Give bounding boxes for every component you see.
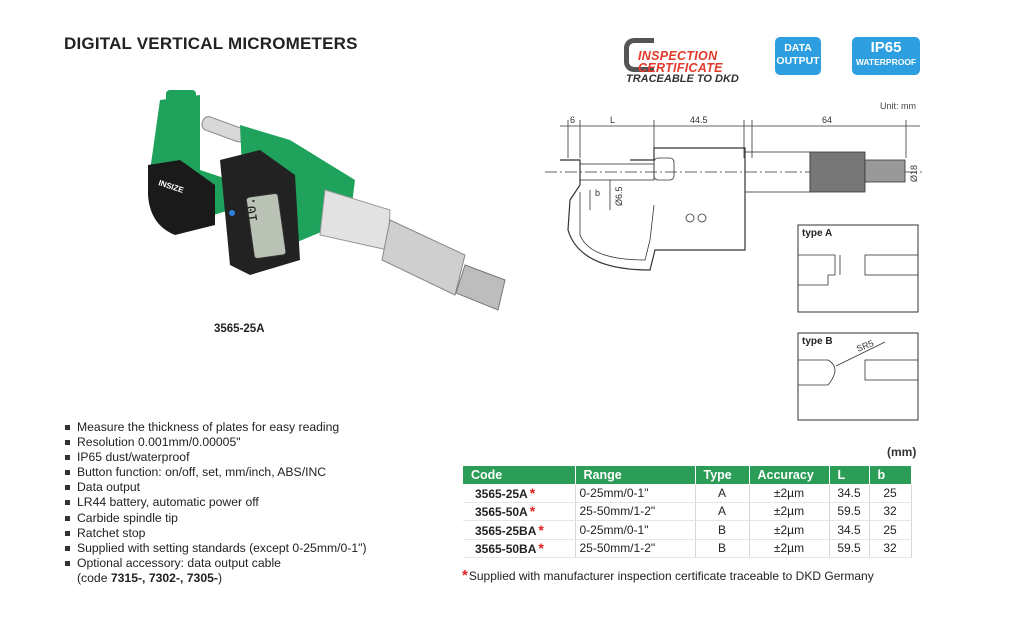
cell-b: 25 (869, 484, 911, 502)
data-output-badge (775, 37, 821, 75)
inspection-certificate-badge (624, 38, 744, 88)
col-header-b: b (869, 466, 911, 484)
product-model-caption: 3565-25A (214, 323, 265, 335)
cell-l: 59.5 (829, 502, 869, 521)
cert-line-1: INSPECTION (638, 49, 718, 63)
cell-b: 25 (869, 521, 911, 540)
dim-44-5: 44.5 (690, 115, 708, 125)
cell-accuracy: ±2µm (749, 539, 829, 558)
table-row (463, 521, 911, 540)
ip-line-1: IP65 (870, 39, 902, 56)
cell-range: 0-25mm/0-1" (575, 484, 695, 502)
table-row (463, 484, 911, 502)
table-row (463, 502, 911, 521)
cell-code: 3565-25BA * (463, 521, 575, 540)
technical-drawing (540, 110, 930, 425)
dim-64: 64 (822, 115, 833, 125)
cell-l: 34.5 (829, 484, 869, 502)
feature-item-continuation: (code 7315-, 7302-, 7305-) (77, 570, 222, 585)
ratchet-stop (456, 265, 505, 310)
star-icon: * (538, 540, 544, 557)
dim-dia-18: Ø18 (909, 164, 919, 182)
feature-item: Data output (64, 480, 367, 495)
micrometer-product-image (120, 85, 520, 325)
table-header-row (463, 466, 911, 484)
col-header-type: Type (695, 466, 749, 484)
data-output-line-1: DATA (784, 42, 812, 54)
dim-b: b (595, 188, 601, 198)
cell-type: A (695, 502, 749, 521)
spec-table (463, 466, 912, 558)
cell-type: B (695, 539, 749, 558)
cell-code: 3565-25A * (463, 484, 575, 502)
feature-item: Carbide spindle tip (64, 511, 367, 526)
cell-type: A (695, 484, 749, 502)
feature-item: Resolution 0.001mm/0.00005" (64, 435, 367, 450)
thimble (382, 220, 465, 295)
unit-label: Unit: mm (880, 101, 916, 111)
feature-item: LR44 battery, automatic power off (64, 495, 367, 510)
cell-l: 34.5 (829, 521, 869, 540)
cert-line-2: CERTIFICATE (638, 61, 723, 75)
data-output-line-2: OUTPUT (776, 55, 820, 67)
cell-b: 32 (869, 539, 911, 558)
feature-item: Supplied with setting standards (except 0-25mm/0-1") (64, 541, 367, 556)
col-header-accuracy: Accuracy (749, 466, 829, 484)
cell-range: 25-50mm/1-2" (575, 539, 695, 558)
bullet-icon (65, 425, 70, 430)
table-row (463, 539, 911, 558)
col-header-range: Range (575, 466, 695, 484)
type-a-label: type A (802, 228, 833, 239)
feature-list (64, 420, 367, 586)
bullet-icon (65, 546, 70, 551)
feature-item: Button function: on/off, set, mm/inch, ABS/INC (64, 465, 367, 480)
feature-item: Ratchet stop (64, 526, 367, 541)
brand-label: INSIZE (157, 178, 185, 195)
cell-code: 3565-50A * (463, 502, 575, 521)
star-icon: * (529, 503, 536, 520)
cell-code: 3565-50BA * (463, 539, 575, 558)
feature-item: IP65 dust/waterproof (64, 450, 367, 465)
cell-b: 32 (869, 502, 911, 521)
bullet-icon (65, 516, 70, 521)
lcd-reading: 10.425 (238, 171, 262, 224)
cell-l: 59.5 (829, 539, 869, 558)
sr5-label: SR5 (855, 338, 875, 354)
table-unit-label: (mm) (887, 445, 917, 459)
cell-range: 25-50mm/1-2" (575, 502, 695, 521)
ip-line-2: WATERPROOF (855, 57, 917, 67)
bullet-icon (65, 531, 70, 536)
dim-l: L (610, 115, 616, 125)
cert-line-3: TRACEABLE TO DKD (626, 73, 739, 85)
star-icon: * (538, 521, 544, 538)
bullet-icon (65, 470, 70, 475)
footnote: *Supplied with manufacturer inspection certificate traceable to DKD Germany (462, 567, 874, 584)
feature-item: Optional accessory: data output cable (64, 556, 367, 571)
frame-grip (148, 160, 215, 235)
cell-accuracy: ±2µm (749, 502, 829, 521)
type-b-label: type B (802, 336, 833, 347)
ip65-badge (852, 37, 920, 75)
cell-range: 0-25mm/0-1" (575, 521, 695, 540)
page-title: DIGITAL VERTICAL MICROMETERS (64, 34, 358, 53)
star-icon: * (462, 567, 468, 584)
col-header-code: Code (463, 466, 575, 484)
feature-item: Measure the thickness of plates for easy reading (64, 420, 367, 435)
star-icon: * (529, 484, 536, 501)
power-button-icon (229, 210, 235, 216)
cell-accuracy: ±2µm (749, 521, 829, 540)
dim-dia-6-5: Ø6.5 (614, 186, 624, 206)
bullet-icon (65, 440, 70, 445)
bullet-icon (65, 561, 70, 566)
dim-6: 6 (570, 115, 576, 125)
cell-accuracy: ±2µm (749, 484, 829, 502)
bullet-icon (65, 455, 70, 460)
cell-type: B (695, 521, 749, 540)
bullet-icon (65, 485, 70, 490)
col-header-l: L (829, 466, 869, 484)
sleeve (320, 190, 390, 250)
bullet-icon (65, 500, 70, 505)
